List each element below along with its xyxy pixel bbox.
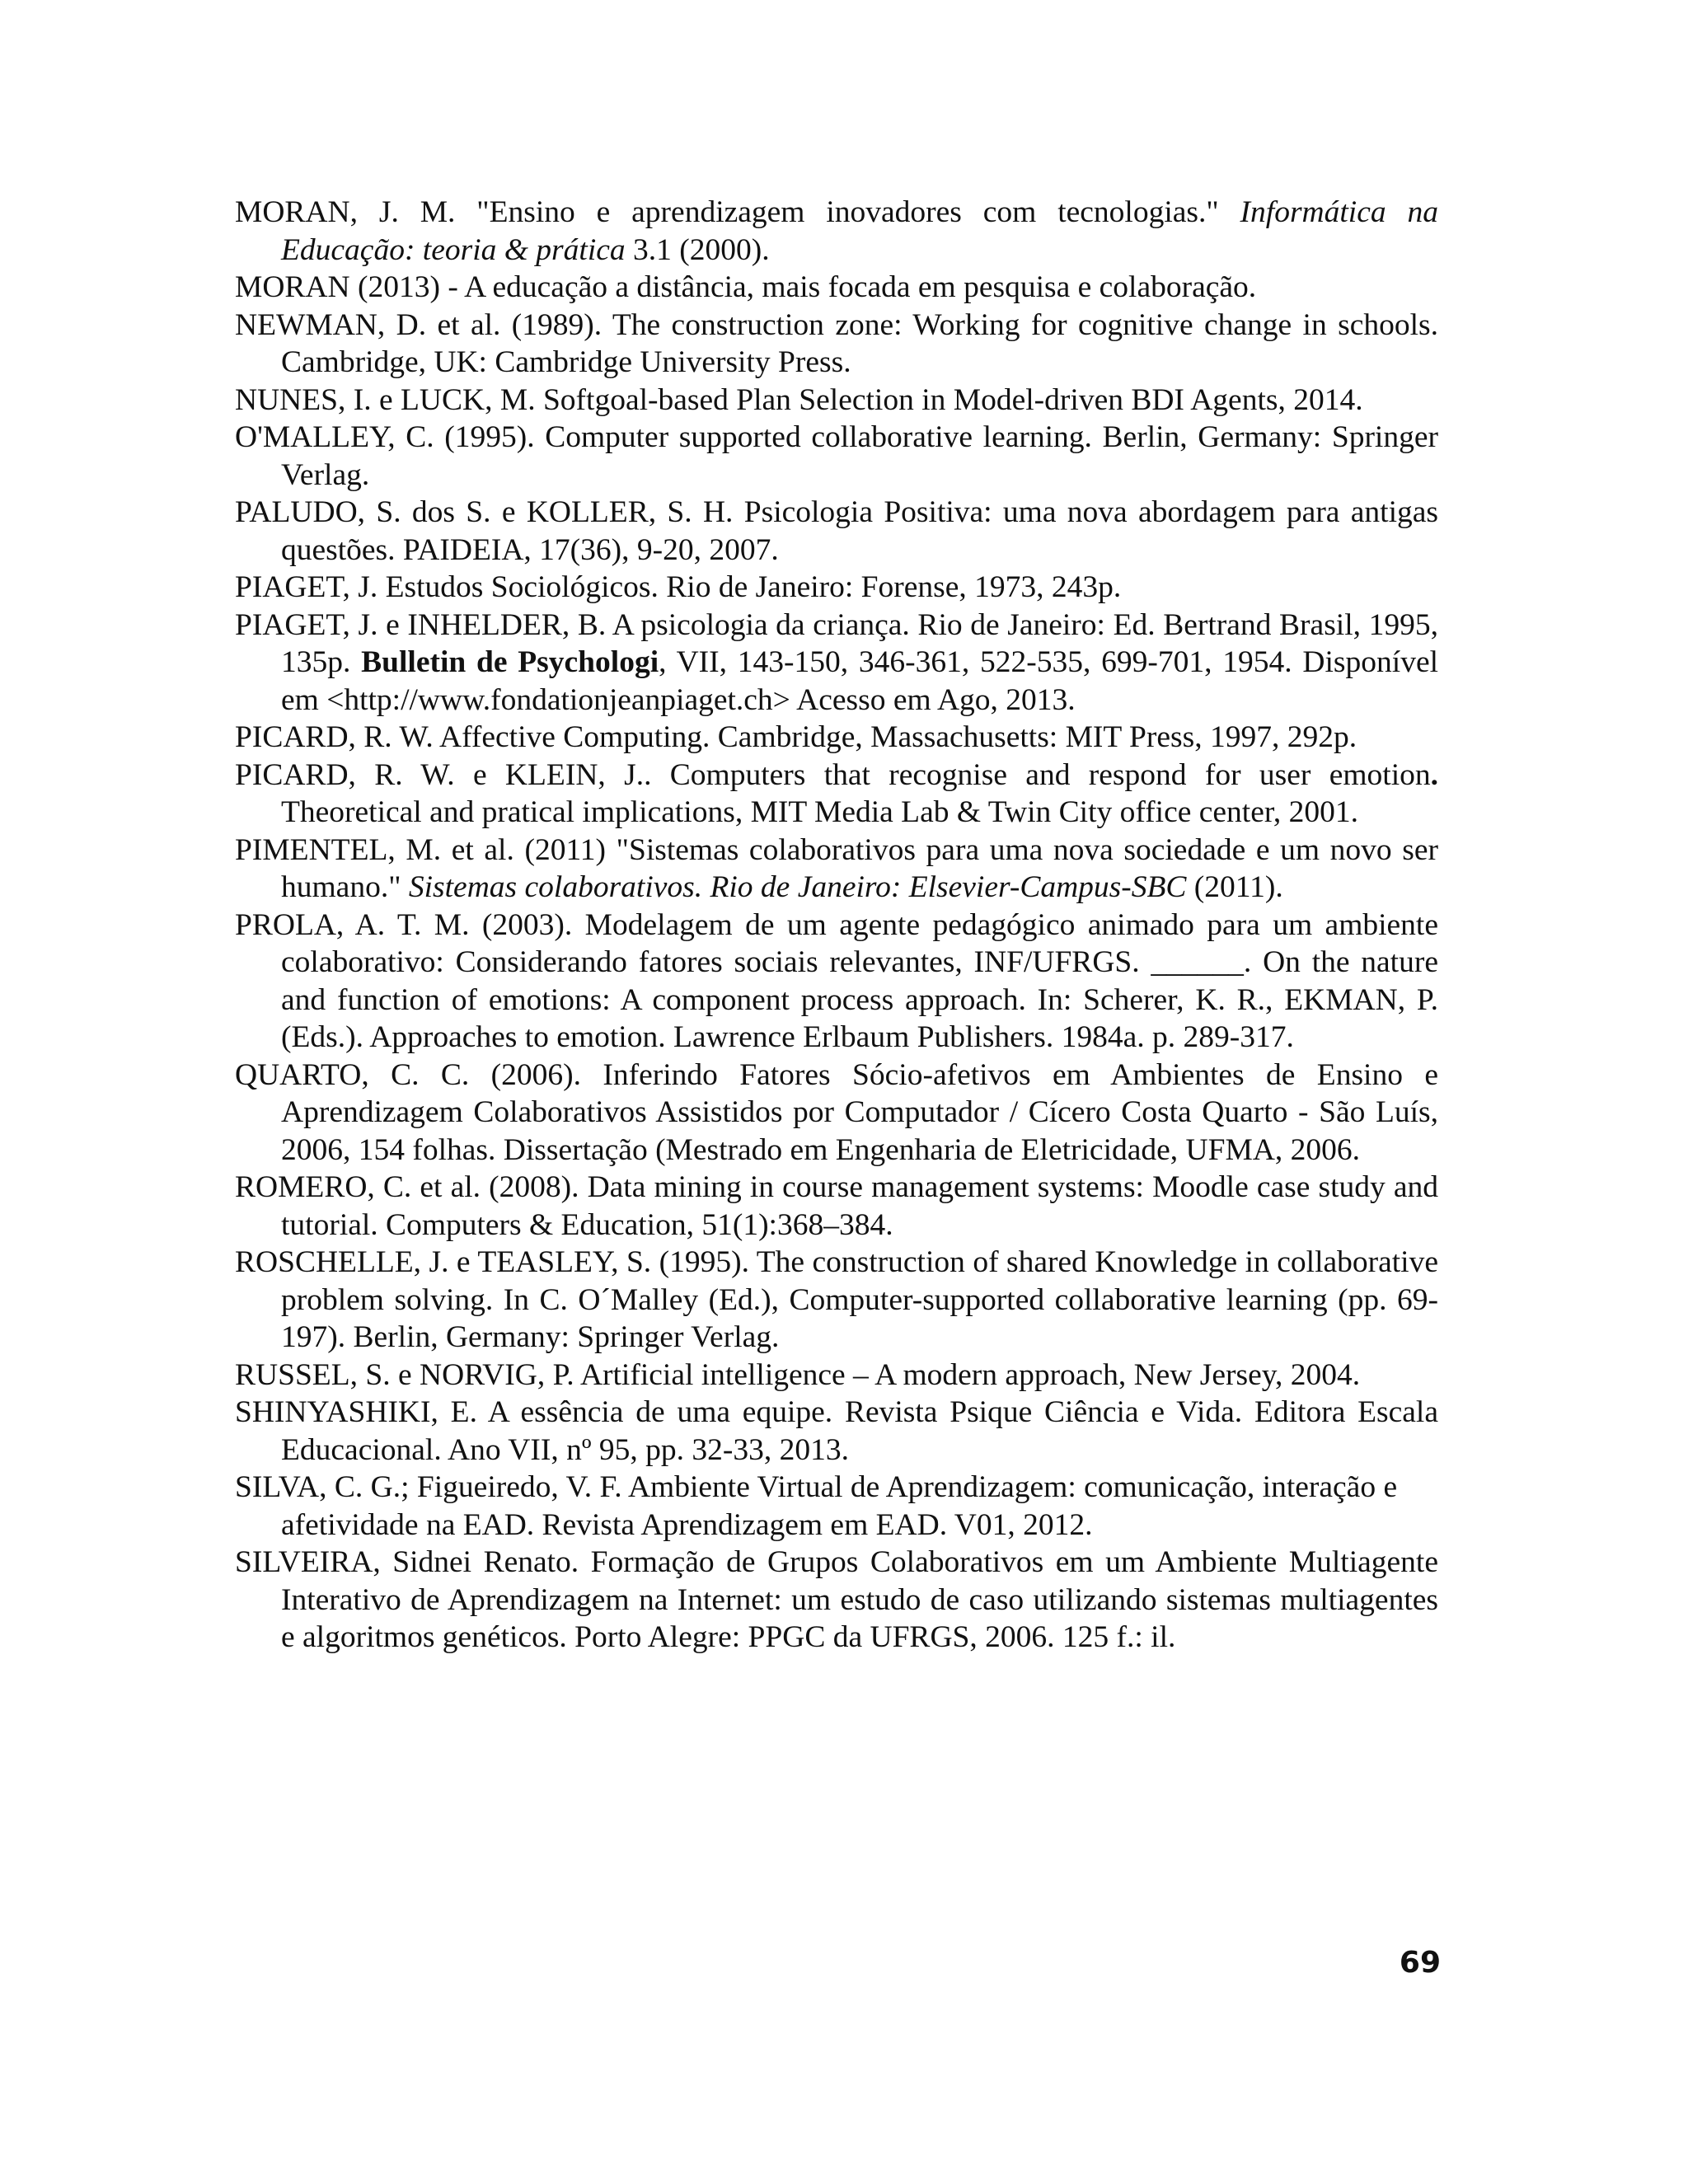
reference-text: PIMENTEL, M. et al. (2011) "Sistemas colaborativos para uma nova sociedade e um novo ser humano." (235, 832, 1438, 904)
reference-text: PICARD, R. W. Affective Computing. Cambridge, Massachusetts: MIT Press, 1997, 292p. (235, 720, 1357, 754)
reference-list (235, 194, 1438, 1657)
reference-entry (235, 757, 1438, 832)
page-number: 69 (1399, 1946, 1441, 1980)
reference-text: PALUDO, S. dos S. e KOLLER, S. H. Psicologia Positiva: uma nova abordagem para antigas questões. PAIDEIA, 17(36), 9-20, 2007. (235, 495, 1438, 567)
reference-text: QUARTO, C. C. (2006). Inferindo Fatores Sócio-afetivos em Ambientes de Ensino e Aprendizagem Colaborativos Assistidos por Computador / Cícero Costa Quarto - São Luís, 2006, 154 folhas. Dissertação (Mestrado em Engenharia de Eletricidade, UFMA, 2006. (235, 1057, 1438, 1167)
reference-entry (235, 607, 1438, 719)
reference-entry (235, 382, 1438, 419)
reference-text: (2011). (1186, 870, 1283, 904)
reference-entry (235, 269, 1438, 307)
reference-text: . (1430, 757, 1438, 792)
reference-entry (235, 1394, 1438, 1469)
reference-text: Sistemas colaborativos. Rio de Janeiro: Elsevier-Campus-SBC (408, 870, 1187, 904)
reference-text: ROSCHELLE, J. e TEASLEY, S. (1995). The construction of shared Knowledge in collaborative problem solving. In C. O´Malley (Ed.), Computer-supported collaborative learning (pp. 69-197). Berlin, Germany: Springer Verlag. (235, 1245, 1438, 1354)
reference-text: , VII, 143-150, 346-361, 522-535, 699-701, 1954. Disponível em <http://www.fondationjeanpiaget.ch> Acesso em Ago, 2013. (281, 645, 1439, 717)
reference-text: PROLA, A. T. M. (2003). Modelagem de um agente pedagógico animado para um ambiente colaborativo: Considerando fatores sociais relevantes, INF/UFRGS. ______. On the nature and function of emotions: A component process approach. In: Scherer, K. R., EKMAN, P. (Eds.). Approaches to emotion. Lawrence Erlbaum Publishers. 1984a. p. 289-317. (235, 907, 1438, 1054)
reference-entry (235, 569, 1438, 607)
reference-text: NEWMAN, D. et al. (1989). The construction zone: Working for cognitive change in schools. Cambridge, UK: Cambridge University Press. (235, 307, 1438, 379)
reference-text: MORAN (2013) - A educação a distância, mais focada em pesquisa e colaboração. (235, 270, 1257, 304)
reference-entry (235, 1469, 1438, 1544)
reference-entry (235, 719, 1438, 757)
reference-entry (235, 1057, 1438, 1169)
reference-text: NUNES, I. e LUCK, M. Softgoal-based Plan Selection in Model-driven BDI Agents, 2014. (235, 382, 1363, 417)
reference-text: Bulletin de Psychologi (361, 645, 659, 679)
reference-text: Theoretical and pratical implications, MIT Media Lab & Twin City office center, 2001. (281, 795, 1358, 829)
reference-text: SILVEIRA, Sidnei Renato. Formação de Grupos Colaborativos em um Ambiente Multiagente Interativo de Aprendizagem na Internet: um estudo de caso utilizando sistemas multiagentes e algoritmos genéticos. Porto Alegre: PPGC da UFRGS, 2006. 125 f.: il. (235, 1545, 1438, 1654)
reference-entry (235, 494, 1438, 569)
reference-text: RUSSEL, S. e NORVIG, P. Artificial intelligence – A modern approach, New Jersey, 2004. (235, 1357, 1361, 1392)
reference-entry (235, 907, 1438, 1057)
reference-entry (235, 1244, 1438, 1357)
reference-text: 3.1 (2000). (625, 232, 770, 267)
reference-text: PICARD, R. W. e KLEIN, J.. Computers that recognise and respond for user emotion (235, 757, 1431, 792)
reference-entry (235, 1169, 1438, 1244)
reference-text: SILVA, C. G.; Figueiredo, V. F. Ambiente Virtual de Aprendizagem: comunicação, interação e afetividade na EAD. Revista Aprendizagem em EAD. V01, 2012. (235, 1470, 1398, 1542)
reference-entry (235, 307, 1438, 382)
reference-text: MORAN, J. M. "Ensino e aprendizagem inovadores com tecnologias." (235, 195, 1240, 229)
reference-entry (235, 419, 1438, 494)
reference-entry (235, 1357, 1438, 1394)
reference-text: O'MALLEY, C. (1995). Computer supported collaborative learning. Berlin, Germany: Springer Verlag. (235, 420, 1438, 492)
reference-text: PIAGET, J. e INHELDER, B. A psicologia da criança. Rio de Janeiro: Ed. Bertrand Brasil, 1995, 135p. (235, 607, 1438, 679)
reference-entry (235, 832, 1438, 907)
reference-text: ROMERO, C. et al. (2008). Data mining in course management systems: Moodle case study and tutorial. Computers & Education, 51(1):368–384. (235, 1170, 1438, 1242)
reference-entry (235, 194, 1438, 269)
reference-text: Informática na Educação: teoria & prática (281, 195, 1438, 267)
reference-text: SHINYASHIKI, E. A essência de uma equipe. Revista Psique Ciência e Vida. Editora Escala Educacional. Ano VII, nº 95, pp. 32-33, 2013. (235, 1395, 1438, 1467)
reference-entry (235, 1544, 1438, 1657)
reference-text: PIAGET, J. Estudos Sociológicos. Rio de Janeiro: Forense, 1973, 243p. (235, 570, 1122, 604)
